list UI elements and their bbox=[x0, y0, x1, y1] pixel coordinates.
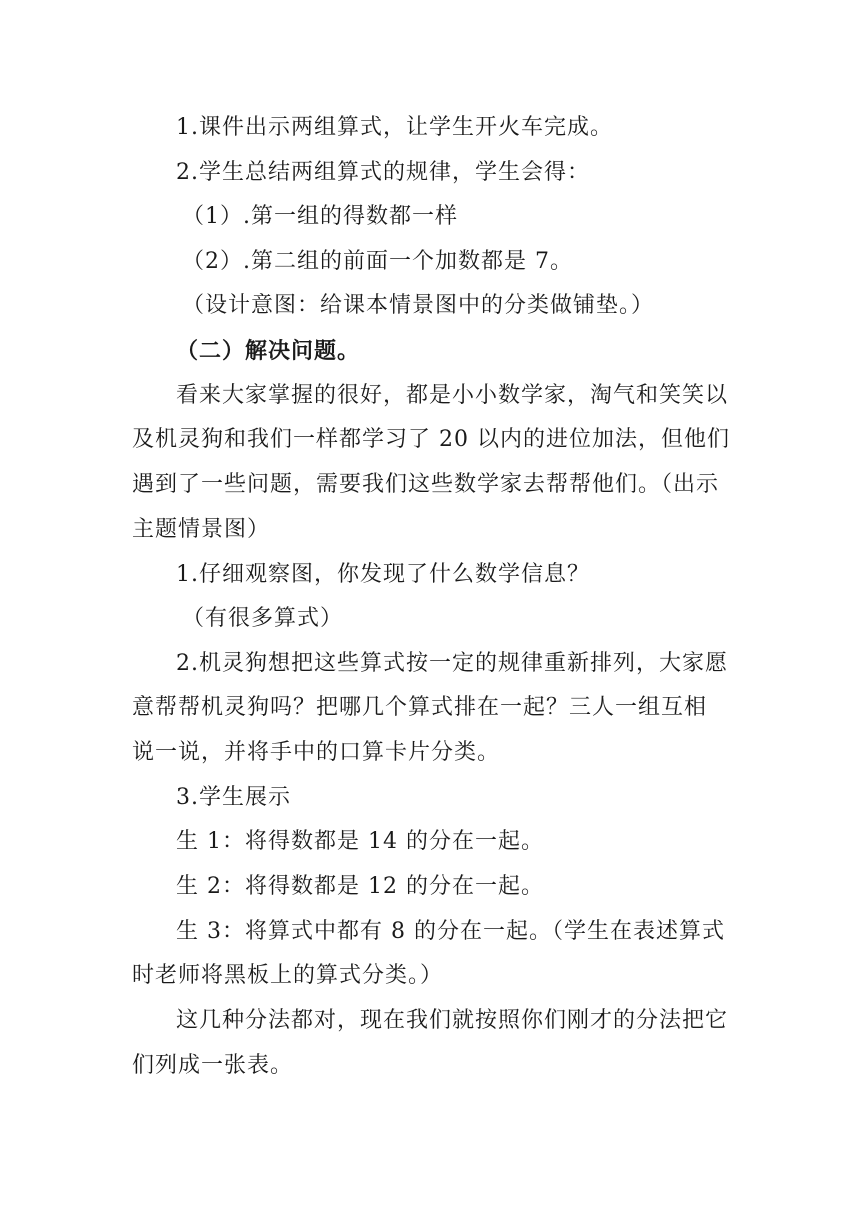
text-line-12: （有很多算式） bbox=[182, 606, 344, 631]
text-line-18: 生 2：将得数都是 12 的分在一起。 bbox=[176, 874, 544, 899]
text-line-4: （2）.第二组的前面一个加数都是 7。 bbox=[182, 249, 573, 274]
text-line-9: 遇到了一些问题，需要我们这些数学家去帮帮他们。（出示 bbox=[132, 472, 720, 497]
text-line-13: 2.机灵狗想把这些算式按一定的规律重新排列，大家愿 bbox=[176, 651, 728, 676]
text-line-3: （1）.第一组的得数都一样 bbox=[182, 204, 458, 229]
text-line-15: 说一说，并将手中的口算卡片分类。 bbox=[132, 740, 501, 765]
text-line-11: 1.仔细观察图，你发现了什么数学信息？ bbox=[176, 562, 590, 587]
text-line-21: 这几种分法都对，现在我们就按照你们刚才的分法把它 bbox=[176, 1008, 729, 1033]
section-heading: （二）解决问题。 bbox=[176, 338, 361, 364]
text-line-19: 生 3：将算式中都有 8 的分在一起。（学生在表述算式 bbox=[176, 919, 725, 944]
text-line-22: 们列成一张表。 bbox=[132, 1053, 294, 1078]
text-line-7: 看来大家掌握的很好，都是小小数学家，淘气和笑笑以 bbox=[176, 383, 729, 408]
text-line-10: 主题情景图） bbox=[132, 517, 271, 542]
text-line-2: 2.学生总结两组算式的规律，学生会得： bbox=[176, 160, 590, 185]
text-line-17: 生 1：将得数都是 14 的分在一起。 bbox=[176, 829, 544, 854]
text-line-16: 3.学生展示 bbox=[176, 785, 291, 810]
text-line-14: 意帮帮机灵狗吗？把哪几个算式排在一起？三人一组互相 bbox=[132, 695, 708, 720]
text-line-8: 及机灵狗和我们一样都学习了 20 以内的进位加法，但他们 bbox=[132, 427, 730, 452]
text-line-5: （设计意图：给课本情景图中的分类做铺垫。） bbox=[182, 293, 655, 318]
text-line-20: 时老师将黑板上的算式分类。） bbox=[132, 963, 444, 988]
text-line-1: 1.课件出示两组算式，让学生开火车完成。 bbox=[176, 115, 613, 140]
